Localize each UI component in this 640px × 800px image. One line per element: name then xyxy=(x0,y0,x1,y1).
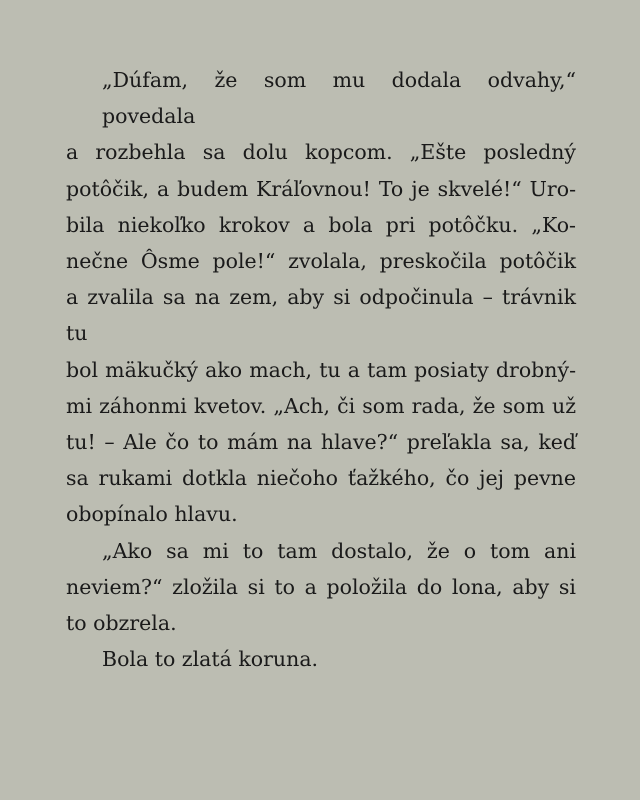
text-line: neviem?“ zložila si to a položila do lona, aby si xyxy=(66,574,576,599)
text-line: obopínalo hlavu. xyxy=(66,502,238,527)
text-line: bila niekoľko krokov a bola pri potôčku. „Ko- xyxy=(66,212,576,237)
text-line: a rozbehla sa dolu kopcom. „Ešte posledný xyxy=(66,140,576,165)
text-line: tu! – Ale čo to mám na hlave?“ preľakla sa, keď xyxy=(66,430,576,455)
text-line: „Dúfam, že som mu dodala odvahy,“ povedala xyxy=(102,68,576,129)
text-line: Bola to zlatá koruna. xyxy=(102,647,319,672)
text-line: mi záhonmi kvetov. „Ach, či som rada, že som už xyxy=(66,393,576,418)
text-line: potôčik, a budem Kráľovnou! To je skvelé!“ Uro- xyxy=(66,176,576,201)
text-line: bol mäkučký ako mach, tu a tam posiaty drobný- xyxy=(66,357,576,382)
text-line: nečne Ôsme pole!“ zvolala, preskočila potôčik xyxy=(66,249,576,274)
book-page-text xyxy=(66,62,576,677)
text-line: to obzrela. xyxy=(66,611,177,636)
text-line: „Ako sa mi to tam dostalo, že o tom ani xyxy=(102,538,576,563)
text-line: sa rukami dotkla niečoho ťažkého, čo jej pevne xyxy=(66,466,576,491)
text-line: a zvalila sa na zem, aby si odpočinula – trávnik tu xyxy=(66,285,576,346)
